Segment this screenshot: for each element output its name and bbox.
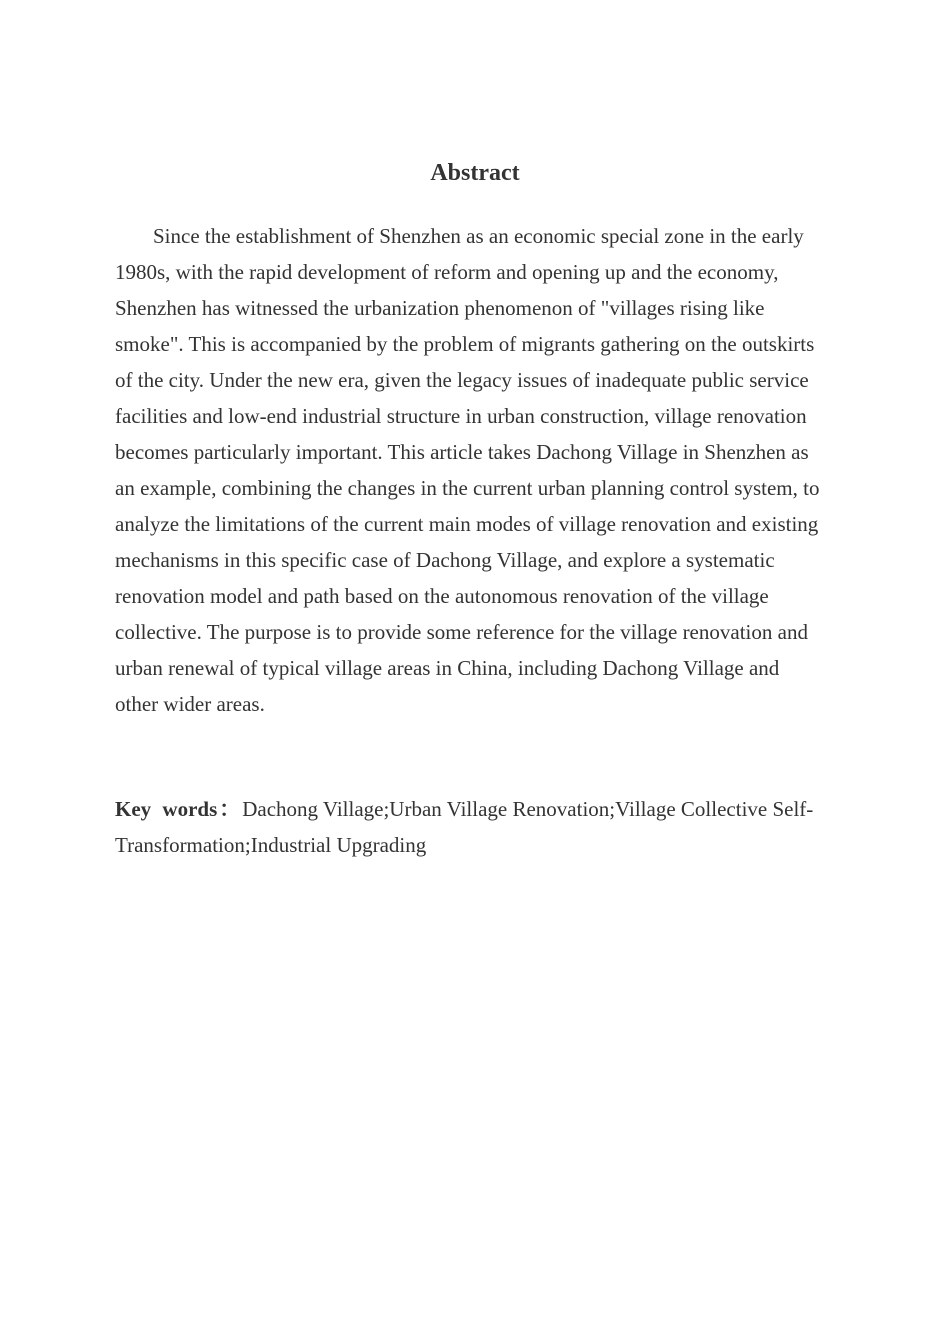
keywords-line <box>115 791 827 863</box>
keywords-label: Key words <box>115 797 218 821</box>
abstract-paragraph: Since the establishment of Shenzhen as an economic special zone in the early 1980s, with the rapid development of reform and opening up and the economy, Shenzhen has witnessed the urbanization phenomenon of "villages rising like smoke". This is accompanied by the problem of migrants gathering on the outskirts of the city. Under the new era, given the legacy issues of inadequate public service facilities and low-end industrial structure in urban construction, village renovation becomes particularly important. This article takes Dachong Village in Shenzhen as an example, combining the changes in the current urban planning control system, to analyze the limitations of the current main modes of village renovation and existing mechanisms in this specific case of Dachong Village, and explore a systematic renovation model and path based on the autonomous renovation of the village collective. The purpose is to provide some reference for the village renovation and urban renewal of typical village areas in China, including Dachong Village and other wider areas. <box>115 224 820 716</box>
keywords-colon: ： <box>219 797 241 821</box>
keywords-list: Dachong Village;Urban Village Renovation;Village Collective Self-Transformation;Industrial Upgrading <box>115 797 814 857</box>
abstract-title: Abstract <box>430 160 520 186</box>
